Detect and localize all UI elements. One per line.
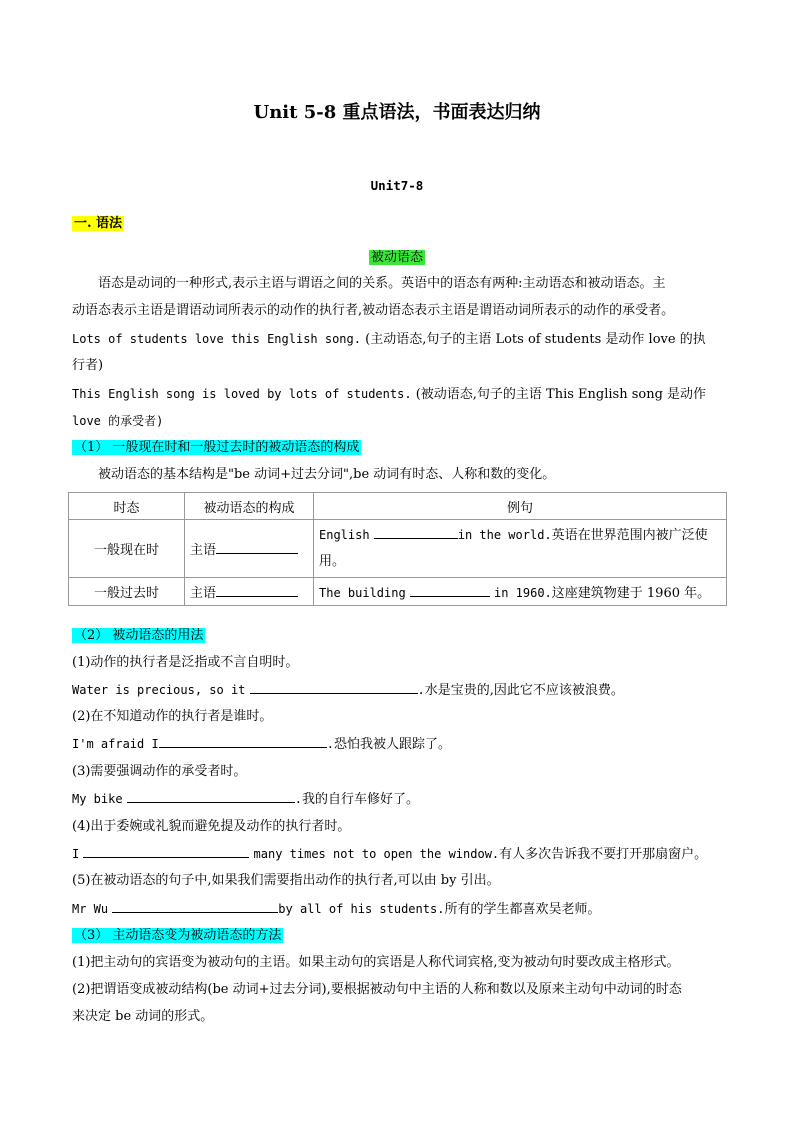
example-active-cont: 行者)	[72, 358, 104, 373]
table-row	[69, 520, 727, 578]
answer-blank[interactable]	[159, 734, 327, 748]
unit-heading: Unit7-8	[370, 178, 424, 193]
table-header-row	[69, 493, 727, 520]
answer-blank[interactable]	[374, 525, 458, 539]
method-line-2: (2)把谓语变成被动结构(be 动词+过去分词),要根据被动句中主语的人称和数以及原来主动句中动词的时态	[72, 982, 682, 997]
row-tense: 一般现在时	[69, 520, 185, 578]
heading-structure	[72, 438, 361, 458]
header-example: 例句	[314, 493, 727, 520]
usage-rule-1: (1)动作的执行者是泛指或不言自明时。	[72, 655, 299, 670]
example-en-end: .	[417, 683, 425, 697]
example-en-start: English	[319, 528, 370, 542]
example-active-en: Lots of students love this English song.	[72, 332, 361, 346]
example-en-end: .	[294, 792, 302, 806]
intro-line-2: 动语态表示主语是谓语动词所表示的动作的执行者,被动语态表示主语是谓语动词所表示的动作的承受者。	[72, 303, 675, 318]
row-tense: 一般过去时	[69, 578, 185, 606]
example-cn: 这座建筑物建于 1960 年。	[551, 586, 711, 601]
example-en-start: I'm afraid I	[72, 737, 159, 751]
row-example	[314, 578, 727, 606]
page-title: Unit 5-8 重点语法，书面表达归纳	[253, 102, 541, 123]
header-tense: 时态	[69, 493, 185, 520]
example-en-start: The building	[319, 586, 406, 600]
structure-text: 被动语态的基本结构是"be 动词+过去分词",be 动词有时态、人称和数的变化。	[98, 467, 556, 482]
answer-blank[interactable]	[216, 540, 298, 554]
row-form	[185, 520, 314, 578]
usage-example-1	[72, 680, 624, 701]
example-cn: 英语在世界范围内被广泛使	[551, 528, 708, 543]
usage-rule-4: (4)出于委婉或礼貌而避免提及动作的执行者时。	[72, 819, 351, 834]
example-cn: 我的自行车修好了。	[301, 792, 419, 807]
example-passive	[72, 384, 706, 405]
method-line-3: 来决定 be 动词的形式。	[72, 1009, 214, 1024]
row-form	[185, 578, 314, 606]
example-cn: 有人多次告诉我不要打开那扇窗户。	[499, 847, 708, 862]
heading-usage	[72, 626, 205, 646]
example-active-cn: (主动语态,句子的主语 Lots of students 是动作 love 的执	[365, 332, 706, 347]
example-en-start: My bike	[72, 792, 123, 806]
header-form: 被动语态的构成	[185, 493, 314, 520]
usage-example-5	[72, 899, 600, 920]
example-en-start: I	[72, 847, 80, 861]
answer-blank[interactable]	[127, 789, 295, 803]
topic-heading	[0, 248, 794, 268]
section-heading-grammar	[72, 214, 124, 234]
intro-line-1: 语态是动词的一种形式,表示主语与谓语之间的关系。英语中的语态有两种:主动语态和被动语态。主	[98, 276, 666, 291]
answer-blank[interactable]	[112, 899, 278, 913]
usage-rule-5: (5)在被动语态的句子中,如果我们需要指出动作的执行者,可以由 by 引出。	[72, 873, 500, 888]
answer-blank[interactable]	[83, 844, 249, 858]
example-passive-cn: (被动语态,句子的主语 This English song 是动作	[415, 387, 707, 402]
example-en-start: Water is precious, so it	[72, 683, 246, 697]
example-en-start: Mr Wu	[72, 902, 109, 916]
example-cn-cont: 用。	[319, 554, 346, 569]
usage-rule-2: (2)在不知道动作的执行者是谁时。	[72, 709, 273, 724]
example-active	[72, 329, 706, 350]
form-label: 主语	[190, 543, 217, 558]
table-row	[69, 578, 727, 606]
method-line-1: (1)把主动句的宾语变为被动句的主语。如果主动句的宾语是人称代词宾格,变为被动句时要改成主格形式。	[72, 955, 680, 970]
example-en-end: in 1960.	[493, 586, 552, 600]
example-cn: 所有的学生都喜欢吴老师。	[444, 902, 601, 917]
example-en-end: many times not to open the window.	[253, 847, 500, 861]
form-label: 主语	[190, 586, 217, 601]
answer-blank[interactable]	[410, 583, 490, 597]
heading-structure-label: （1） 一般现在时和一般过去时的被动语态的构成	[74, 440, 360, 455]
usage-example-3	[72, 789, 419, 810]
heading-usage-label: （2） 被动语态的用法	[74, 628, 204, 643]
answer-blank[interactable]	[216, 583, 298, 597]
example-en-end: .	[326, 737, 334, 751]
example-en-end: by all of his students.	[278, 902, 445, 916]
passive-structure-table	[68, 492, 727, 606]
example-cn: 恐怕我被人跟踪了。	[333, 737, 451, 752]
heading-conversion-label: （3） 主动语态变为被动语态的方法	[74, 928, 282, 943]
example-passive-en: This English song is loved by lots of students.	[72, 387, 412, 401]
example-passive-cont: love 的承受者)	[72, 414, 164, 428]
heading-conversion	[72, 926, 283, 946]
example-cn: 水是宝贵的,因此它不应该被浪费。	[424, 683, 624, 698]
row-example	[314, 520, 727, 578]
topic-label: 被动语态	[370, 250, 423, 265]
usage-rule-3: (3)需要强调动作的承受者时。	[72, 764, 247, 779]
usage-example-2	[72, 734, 451, 755]
example-en-end: in the world.	[457, 528, 552, 542]
usage-example-4	[72, 844, 707, 865]
answer-blank[interactable]	[250, 680, 418, 694]
section-label: 一. 语法	[74, 216, 123, 231]
